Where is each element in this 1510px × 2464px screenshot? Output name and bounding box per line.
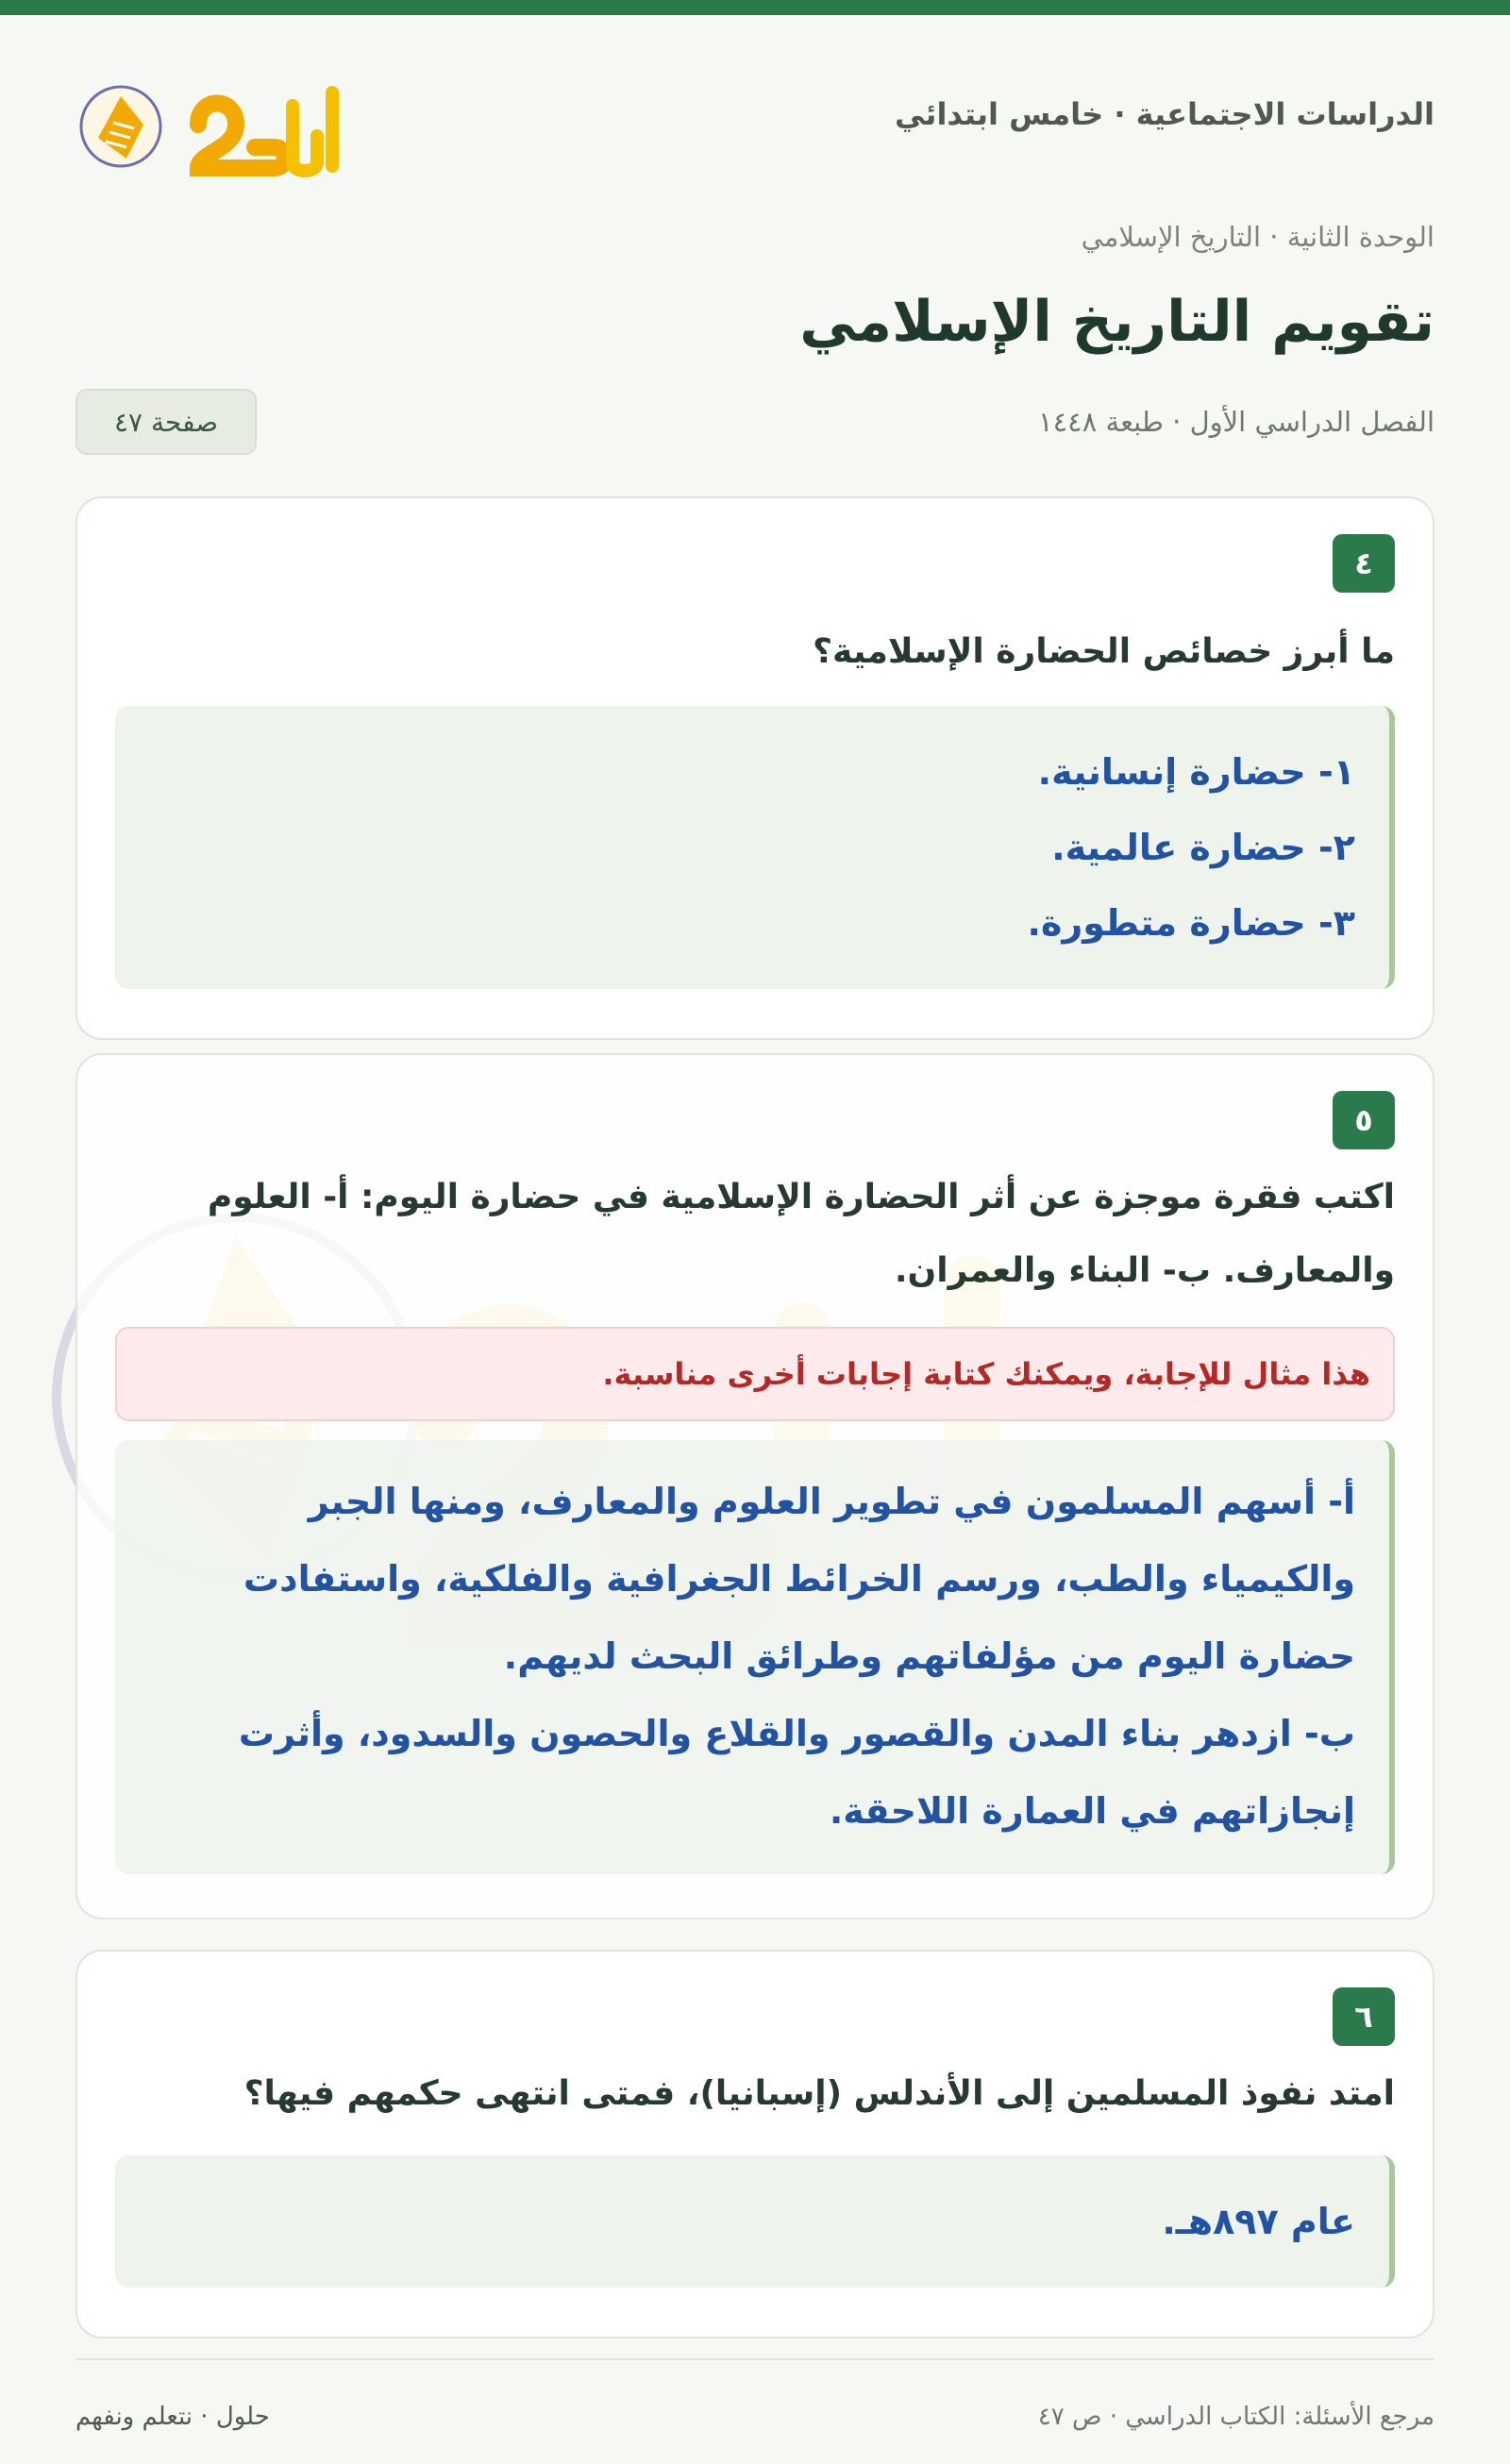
page-number-badge: صفحة ٤٧	[76, 389, 257, 455]
answer-line: ٣- حضارة متطورة.	[1027, 902, 1355, 944]
answer-box	[115, 1440, 1395, 1874]
answer-line: ١- حضارة إنسانية.	[1037, 751, 1355, 793]
answer-box	[115, 2155, 1395, 2288]
question-number-badge: ٤	[1333, 534, 1395, 593]
question-card-5	[76, 1053, 1434, 1919]
question-card-4	[76, 496, 1434, 1040]
question-text: ما أبرز خصائص الحضارة الإسلامية؟	[813, 632, 1395, 671]
answer-line: عام ٨٩٧هـ.	[1162, 2201, 1355, 2242]
footer-brand[interactable]: حلول · نتعلم ونفهم	[76, 2403, 270, 2431]
answer-line: ٢- حضارة عالمية.	[1051, 827, 1355, 868]
answer-paragraph: ب- ازدهر بناء المدن والقصور والقلاع والحصون والسدود، وأثرت إنجازاتهم في العمارة اللاحقة.	[238, 1713, 1355, 1832]
page-title: تقويم التاريخ الإسلامي	[799, 289, 1434, 355]
question-number-badge: ٦	[1333, 1987, 1395, 2046]
question-text: اكتب فقرة موجزة عن أثر الحضارة الإسلامية في حضارة اليوم: أ- العلوم والمعارف. ب- البناء والعمران.	[207, 1178, 1395, 1290]
answer-box	[115, 706, 1395, 989]
question-text: امتد نفوذ المسلمين إلى الأندلس (إسبانيا)، فمتى انتهى حكمهم فيها؟	[243, 2074, 1395, 2113]
question-card-6	[76, 1950, 1434, 2338]
subject-title: الدراسات الاجتماعية · خامس ابتدائي	[895, 96, 1434, 132]
logo-icon	[76, 68, 340, 181]
footer-reference: مرجع الأسئلة: الكتاب الدراسي · ص ٤٧	[1037, 2403, 1434, 2431]
breadcrumb: الوحدة الثانية · التاريخ الإسلامي	[1081, 221, 1434, 253]
answer-paragraph: أ- أسهم المسلمون في تطوير العلوم والمعارف، ومنها الجبر والكيمياء والطب، ورسم الخرائط الجغرافية والفلكية، واستفادت حضارة اليوم من مؤلفاتهم وطرائق البحث لديهم.	[243, 1481, 1355, 1677]
top-accent-bar	[0, 0, 1510, 15]
brand-logo[interactable]	[76, 68, 340, 181]
example-answer-note: هذا مثال للإجابة، ويمكنك كتابة إجابات أخرى مناسبة.	[115, 1327, 1395, 1421]
edition-info: الفصل الدراسي الأول · طبعة ١٤٤٨	[1038, 406, 1434, 438]
footer-divider	[76, 2358, 1434, 2360]
question-number-badge: ٥	[1333, 1091, 1395, 1149]
